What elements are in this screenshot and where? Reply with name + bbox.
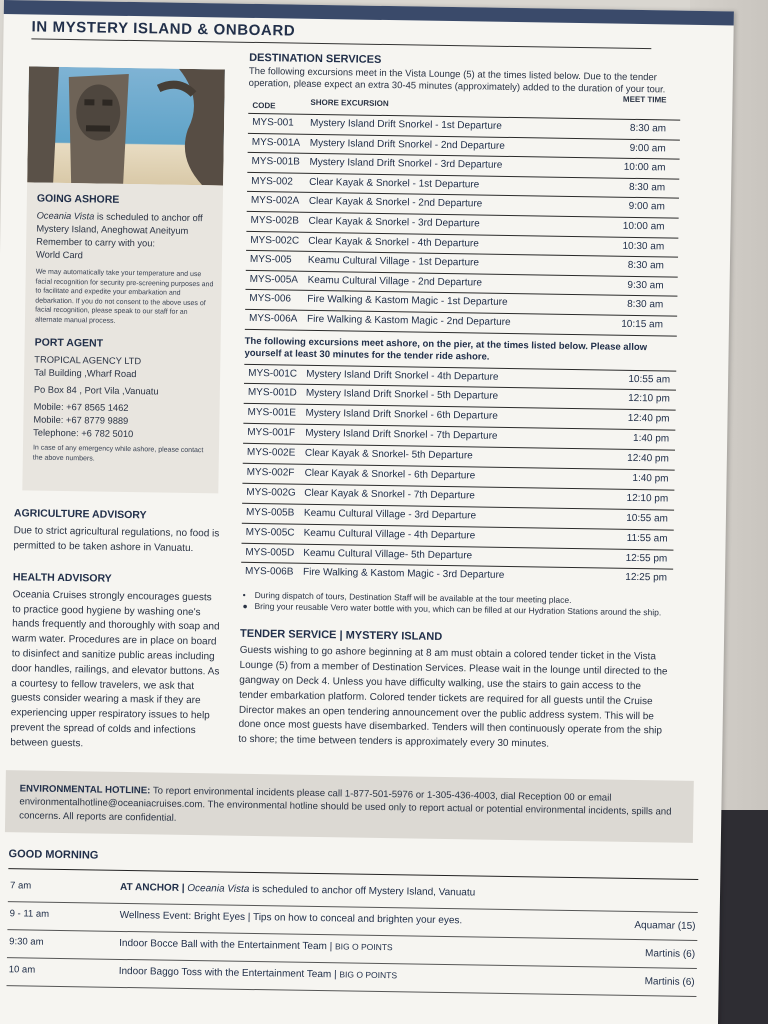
meet-time: 9:00 am [628,201,665,213]
agent-address2: Po Box 84 , Port Vila ,Vanuatu [33,384,159,397]
good-morning-heading: GOOD MORNING [8,848,99,862]
excursion-name: Clear Kayak & Snorkel - 6th Departure [304,467,476,482]
going-ashore-text [36,210,214,239]
tender-heading: TENDER SERVICE | MYSTERY ISLAND [239,628,443,644]
excursion-code: MYS-005 [249,254,292,266]
excursion-code: MYS-005A [249,273,299,286]
event-title [119,966,397,981]
meet-time: 10:15 am [621,318,664,331]
excursion-code: MYS-001A [251,136,301,149]
port-agent-heading: PORT AGENT [34,336,104,350]
world-card-item: World Card [35,249,83,261]
meet-time: 9:00 am [629,142,666,155]
health-text: Oceania Cruises strongly encourages guests to practice good hygiene by washing one's hands frequently and thoroughly with soap and warm water. Procedures are in place on board to disinfect and sanitize public areas including door handles, railings, and elevator buttons. As a courtesy to fellow travelers, we ask that guests consider wearing a mask if they are experiencing upper respiratory issues to help prevent the spread of colds and infections between guests. [10,589,220,750]
agent-name: TROPICAL AGENCY LTD [34,354,142,367]
tiki-photo [27,66,225,185]
event-title [119,938,393,953]
agriculture-text: Due to strict agricultural regulations, no food is permitted to be taken ashore in Vanuatu. [13,525,220,554]
big-o-points-label: BIG O POINTS [339,969,398,981]
agent-mobile1: Mobile: +67 8565 1462 [33,401,129,414]
destination-services-intro: The following excursions meet in the Vista Lounge (5) at the times listed below. Due to the tender operation, please expect an extra 30-45 minutes (approximately) added to the duration of your tour. [248,65,666,95]
tender-text: Guests wishing to go ashore beginning at 8 am must obtain a colored tender ticket in the Vista Lounge (5) from a member of Destination Services. Please wait in the lounge until directed to the gangway on Deck 4. Unless you have difficulty walking, use the stairs to gain access to the tender embarkation platform. Colored tender tickets are required for all guests until the Cruise Director makes an open tendering announcement over the public address system. This will be done once most guests have disembarked. Tenders will then continuously operate from the ship to shore; the time between tenders is approximately every 30 minutes. [238,645,668,750]
meet-time: 10:00 am [622,220,665,233]
note-water-text: Bring your reusable Vero water bottle with you, which can be filled at our Hydration Stations around the ship. [254,601,662,618]
tiki-carving-image [27,66,225,185]
excursion-code: MYS-002B [250,214,300,227]
excursion-name: Keamu Cultural Village- 5th Departure [303,547,473,561]
excursion-name: Mystery Island Drift Snorkel - 1st Departure [310,117,502,132]
agent-mobile2: Mobile: +67 8779 9889 [33,414,129,427]
excursion-name: Mystery Island Drift Snorkel - 5th Departure [305,388,499,403]
section-rule [31,38,651,49]
destination-services-title: DESTINATION SERVICES [249,51,382,66]
excursion-code: MYS-002C [250,234,300,247]
meet-time: 12:25 pm [625,572,668,584]
event-bold: AT ANCHOR | [119,881,188,894]
ship-name: Oceania Vista [36,210,95,222]
excursion-name: Clear Kayak & Snorkel - 7th Departure [304,487,475,502]
event-title [120,910,463,926]
meet-time: 10:55 am [626,512,669,525]
agent-address1: Tal Building ,Wharf Road [34,367,137,380]
excursion-code: MYS-002 [251,175,293,188]
meet-time: 10:30 am [622,240,665,252]
meet-time: 8:30 am [627,299,664,311]
excursion-code: MYS-002E [246,446,296,459]
meet-time: 12:55 pm [625,552,668,565]
excursion-code: MYS-006A [248,312,298,325]
emergency-note: In case of any emergency while ashore, please contact the above numbers. [32,444,204,462]
lounge-excursion-table [245,113,680,336]
destination-services [238,52,681,755]
schedule-list [7,874,699,997]
excursion-code: MYS-002F [246,466,295,479]
event-location: Aquamar (15) [634,920,696,932]
excursion-code: MYS-002A [250,195,300,208]
event-title [120,882,475,899]
excursion-code: MYS-001B [251,156,300,168]
facial-recognition-note: We may automatically take your temperature and use facial recognition for security pre-screening purposes and to facilitate and expedite your embarkation and debarkation. If you do not consent to the above uses of facial recognition, please speak to our staff for an alternate manual process. [34,268,214,325]
meet-time: 8:30 am [629,122,667,135]
event-italic: Oceania Vista [187,882,250,895]
water-drop-icon: ● [242,601,248,612]
excursion-name: Fire Walking & Kastom Magic - 1st Departure [307,294,508,309]
event-location: Martinis (6) [644,948,696,960]
environmental-hotline-box [5,770,694,843]
agriculture-heading: AGRICULTURE ADVISORY [13,507,147,522]
environmental-body: To report environmental incidents please call 1-877-501-5976 or 1-305-436-4003, dial Reception 00 or email environmentalhotline@oceaniacruises.com. The environmental hotline should be used only to report actual or potential environmental incidents, spills and concerns. All reports are confidential. [19,785,672,824]
meet-time: 12:40 pm [627,413,670,425]
excursion-name: Fire Walking & Kastom Magic - 3rd Departure [302,567,505,582]
excursion-name: Clear Kayak & Snorkel - 1st Departure [309,176,480,191]
col-code: CODE [252,100,276,111]
event-text: Indoor Baggo Toss with the Entertainment Team | [118,965,340,981]
bullet-icon: • [242,590,246,601]
meet-time: 12:40 pm [627,452,669,465]
environmental-label: ENVIRONMENTAL HOTLINE: [19,783,151,797]
excursion-code: MYS-005D [245,546,295,559]
event-time: 7 am [10,880,32,892]
pier-intro: The following excursions meet ashore, on the pier, at the times listed below. Please allow yourself at least 30 minutes for the tender ride ashore. [244,335,648,363]
note-dispatch-text: During dispatch of tours, Destination Staff will be available at the tour meeting place. [254,590,572,606]
event-time: 9 - 11 am [9,908,50,920]
excursion-name: Keamu Cultural Village - 2nd Departure [307,274,483,289]
meet-time: 11:55 am [626,532,668,545]
meet-time: 10:55 am [628,373,671,386]
going-ashore-rest: is scheduled to anchor off Mystery Island, Aneghowat Aneityum [36,211,203,236]
health-advisory [10,570,223,754]
excursion-name: Mystery Island Drift Snorkel - 4th Departure [306,368,499,383]
excursion-name: Clear Kayak & Snorkel- 5th Departure [304,447,473,462]
meet-time: 1:40 pm [632,472,669,485]
left-column-text [33,193,215,466]
meet-time: 10:00 am [623,161,666,174]
meet-time: 8:30 am [628,181,666,194]
excursion-name: Mystery Island Drift Snorkel - 6th Departure [305,408,498,423]
excursion-name: Clear Kayak & Snorkel - 4th Departure [308,235,479,250]
excursion-code: MYS-006B [244,566,294,579]
meet-time: 12:10 pm [628,393,670,405]
event-text: Indoor Bocce Ball with the Entertainment Team | [119,937,336,953]
excursion-code: MYS-005C [245,526,295,539]
excursion-name: Mystery Island Drift Snorkel - 7th Departure [305,427,498,443]
excursion-code: MYS-001D [247,387,297,400]
excursion-name: Keamu Cultural Village - 1st Departure [307,254,480,269]
meet-time: 9:30 am [627,279,664,292]
excursion-code: MYS-001E [247,407,296,419]
excursion-code: MYS-001C [248,367,298,380]
going-ashore-heading: GOING ASHORE [36,192,120,206]
event-location: Martinis (6) [644,976,695,988]
section-title: IN MYSTERY ISLAND & ONBOARD [31,18,296,40]
event-text: Wellness Event: Bright Eyes | Tips on how to conceal and brighten your eyes. [119,909,463,927]
meet-time: 1:40 pm [632,433,670,445]
excursion-name: Mystery Island Drift Snorkel - 2nd Departure [309,137,505,152]
excursion-name: Fire Walking & Kastom Magic - 2nd Departure [306,313,511,328]
event-text: is scheduled to anchor off Mystery Island, Vanuatu [249,883,476,899]
excursion-name: Keamu Cultural Village - 4th Departure [303,527,476,542]
tour-notes [240,590,672,619]
excursion-code: MYS-006 [249,293,292,305]
event-time: 10 am [8,964,36,976]
meet-time: 8:30 am [627,259,664,272]
agent-telephone: Telephone: +6 782 5010 [33,427,134,440]
excursion-code: MYS-001 [252,116,294,129]
excursion-code: MYS-005B [245,506,295,519]
col-shore-excursion: SHORE EXCURSION [310,97,389,109]
pier-excursion-table [241,363,676,589]
meet-time: 12:10 pm [626,492,669,505]
excursion-name: Mystery Island Drift Snorkel - 3rd Departure [309,157,503,172]
event-time: 9:30 am [9,936,44,948]
big-o-points-label: BIG O POINTS [334,941,393,953]
remember-text: Remember to carry with you: [36,236,156,249]
excursion-code: MYS-001F [247,427,296,439]
environmental-text [19,782,680,832]
agriculture-advisory [13,506,224,557]
excursion-name: Clear Kayak & Snorkel - 2nd Departure [308,196,483,210]
excursion-code: MYS-002G [246,486,296,499]
col-meet-time: MEET TIME [622,94,667,105]
excursion-name: Keamu Cultural Village - 3rd Departure [303,507,477,522]
excursion-name: Clear Kayak & Snorkel - 3rd Departure [308,215,480,230]
health-heading: HEALTH ADVISORY [12,571,112,585]
